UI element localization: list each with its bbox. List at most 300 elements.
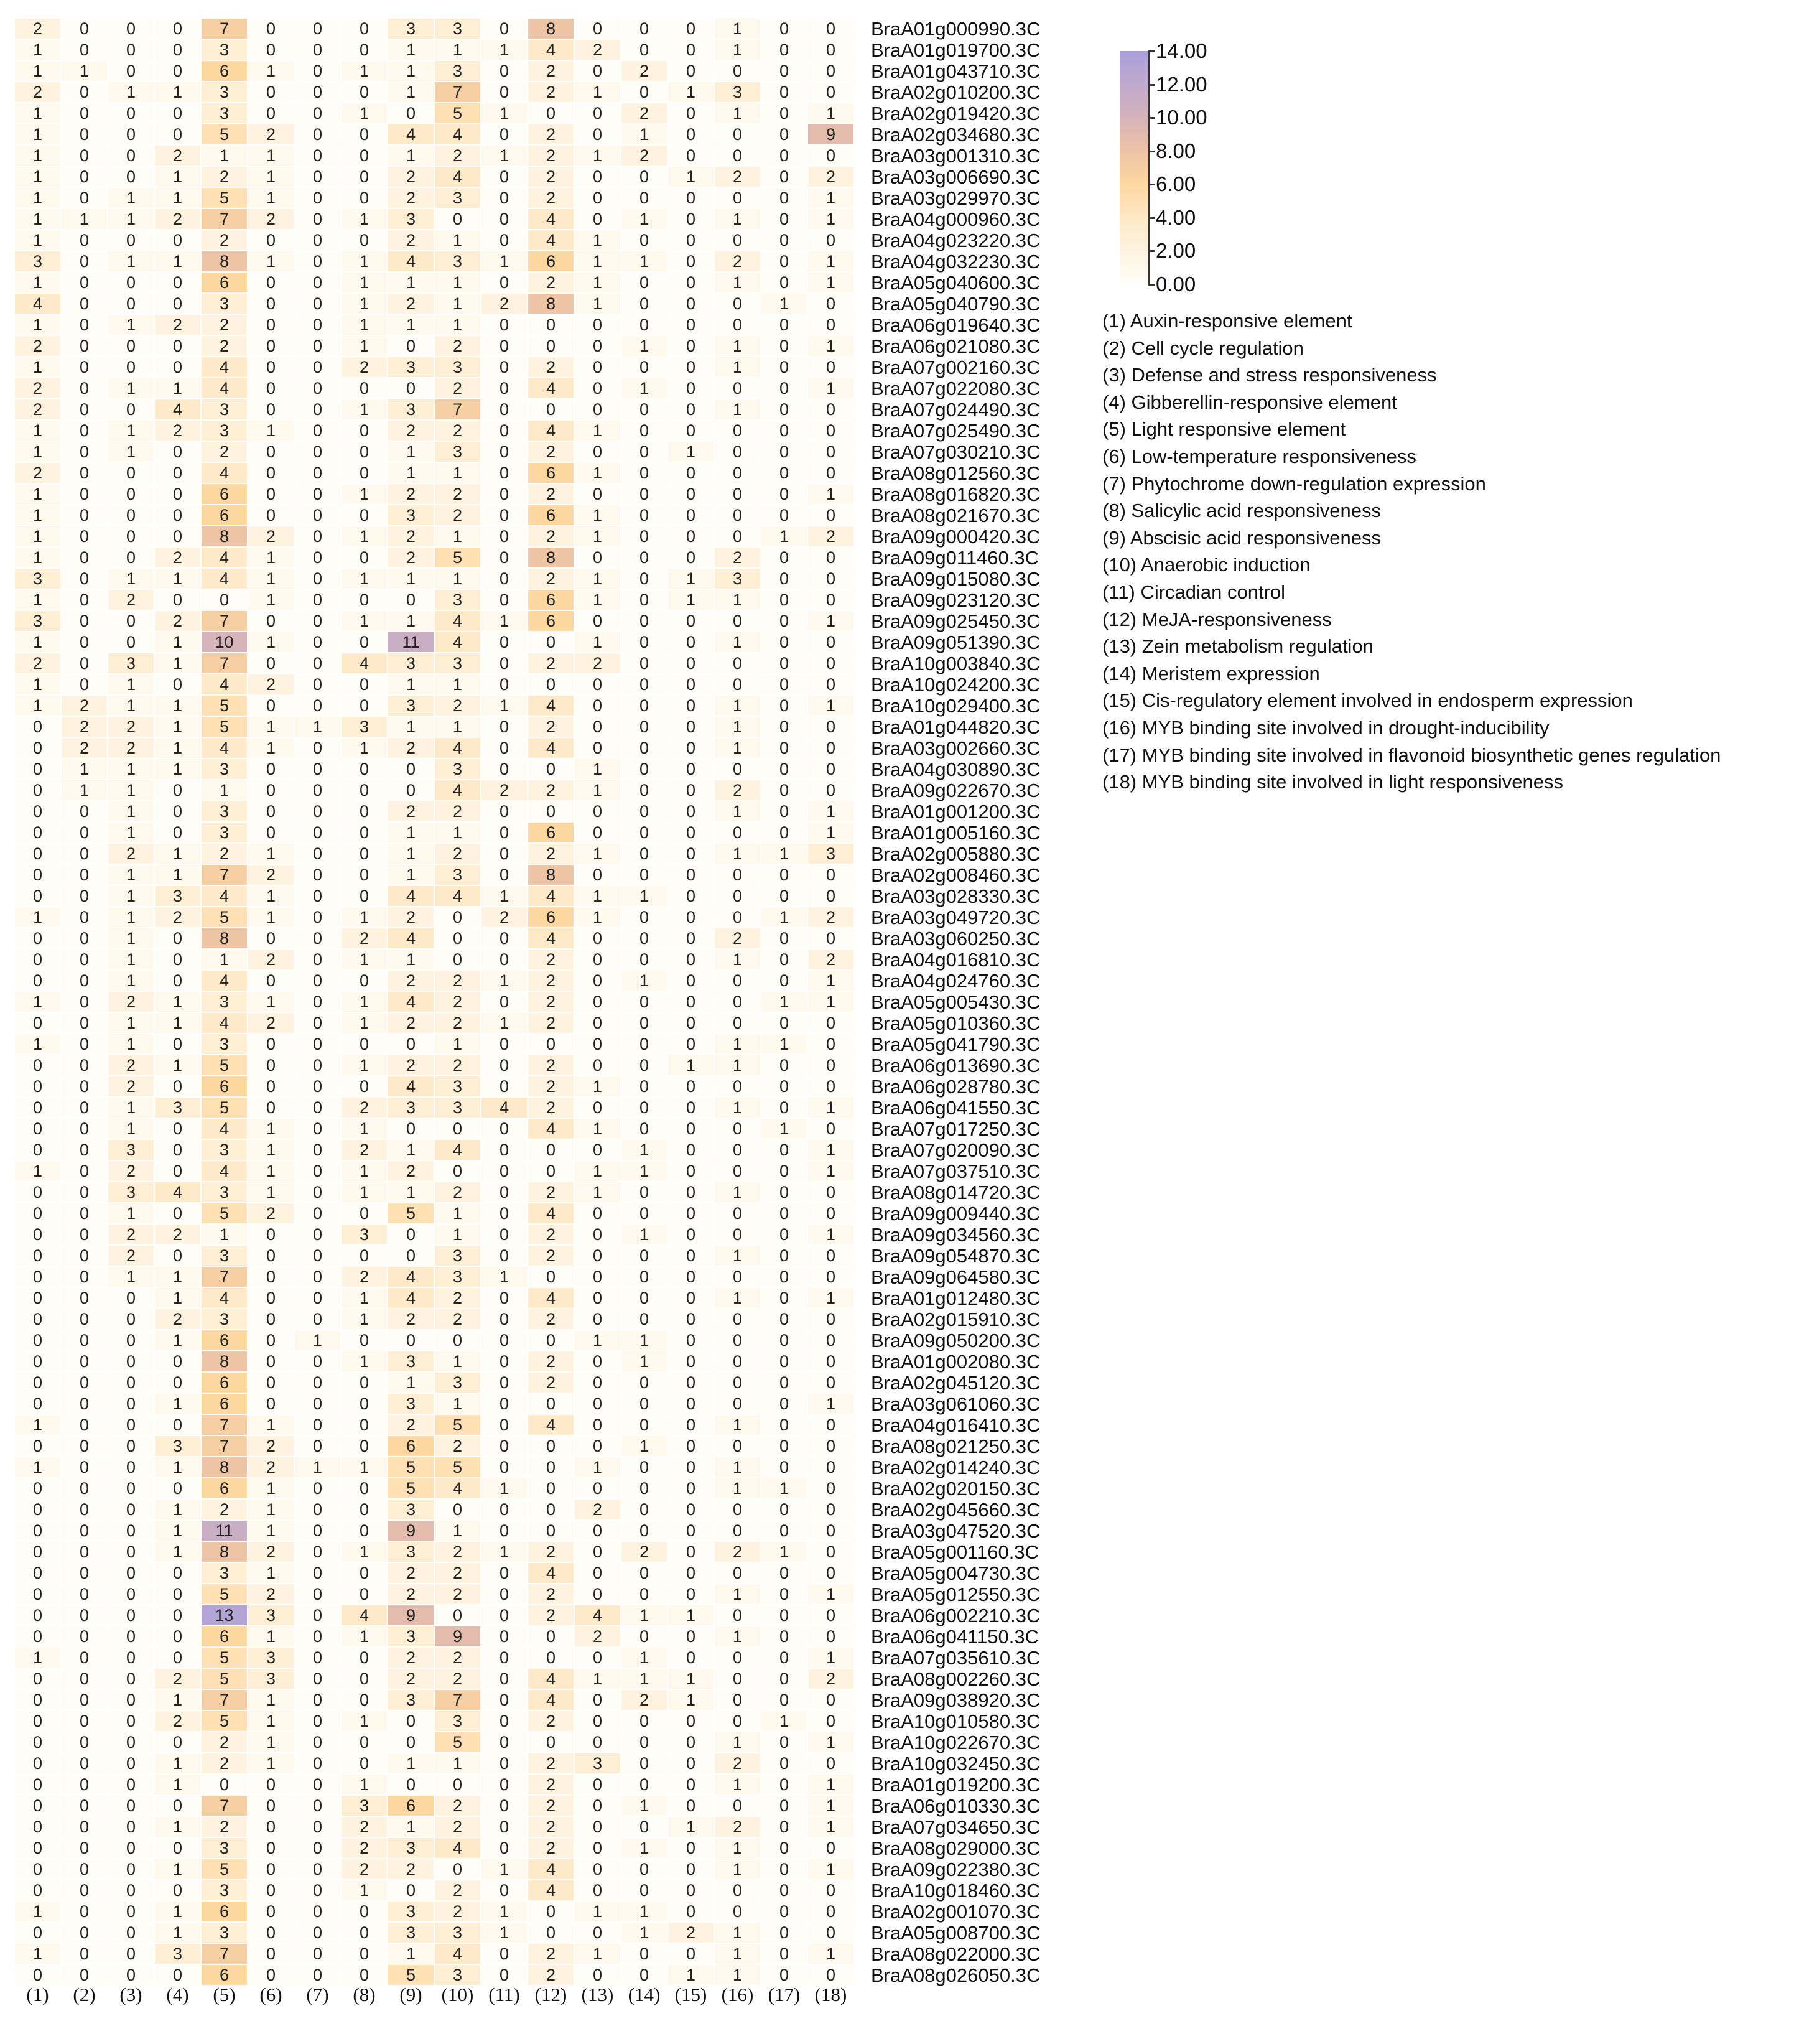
heatmap-cell: 0 bbox=[715, 1119, 760, 1139]
heatmap-cell: 0 bbox=[761, 357, 807, 377]
heatmap-cell: 0 bbox=[248, 1923, 294, 1943]
heatmap-cell: 0 bbox=[342, 1415, 387, 1435]
heatmap-cell: 4 bbox=[435, 1478, 480, 1498]
heatmap-cell: 0 bbox=[155, 505, 200, 525]
row-label: BraA09g011460.3C bbox=[871, 547, 1039, 569]
heatmap-cell: 0 bbox=[62, 674, 107, 694]
heatmap-cell: 0 bbox=[621, 759, 667, 779]
heatmap-cell: 2 bbox=[155, 1669, 200, 1689]
heatmap-cell: 0 bbox=[621, 611, 667, 631]
heatmap-cell: 0 bbox=[15, 1076, 60, 1096]
heatmap-cell: 0 bbox=[481, 1965, 527, 1985]
heatmap-cell: 1 bbox=[388, 1944, 434, 1964]
heatmap-cell: 2 bbox=[528, 1584, 574, 1604]
heatmap-cell: 0 bbox=[248, 1373, 294, 1393]
heatmap-cell: 0 bbox=[435, 1775, 480, 1794]
heatmap-cell: 0 bbox=[761, 315, 807, 335]
heatmap-cell: 0 bbox=[295, 1796, 340, 1816]
heatmap-cell: 3 bbox=[248, 1605, 294, 1625]
heatmap-cell: 0 bbox=[295, 1521, 340, 1541]
heatmap-cell: 0 bbox=[668, 696, 714, 716]
heatmap-cell: 1 bbox=[435, 1225, 480, 1244]
heatmap-cell: 0 bbox=[668, 738, 714, 758]
heatmap-cell: 0 bbox=[248, 1817, 294, 1837]
heatmap-cell: 1 bbox=[715, 1034, 760, 1054]
heatmap-cell: 0 bbox=[715, 463, 760, 483]
row-label: BraA08g012560.3C bbox=[871, 462, 1041, 484]
heatmap-cell: 1 bbox=[668, 1605, 714, 1625]
heatmap-cell: 0 bbox=[295, 1584, 340, 1604]
heatmap-cell: 2 bbox=[435, 1055, 480, 1075]
heatmap-cell: 0 bbox=[715, 124, 760, 144]
heatmap-cell: 1 bbox=[342, 399, 387, 419]
heatmap-cell: 1 bbox=[342, 294, 387, 314]
heatmap-cell: 0 bbox=[62, 1648, 107, 1668]
heatmap-cell: 0 bbox=[481, 653, 527, 673]
row-label: BraA08g014720.3C bbox=[871, 1182, 1041, 1203]
heatmap-cell: 1 bbox=[575, 1669, 620, 1689]
heatmap-cell: 0 bbox=[808, 399, 853, 419]
heatmap-cell: 0 bbox=[668, 1267, 714, 1287]
heatmap-cell: 1 bbox=[248, 1119, 294, 1139]
heatmap-cell: 1 bbox=[388, 146, 434, 166]
row-label: BraA10g022670.3C bbox=[871, 1732, 1041, 1753]
heatmap-cell: 0 bbox=[761, 40, 807, 60]
row-label: BraA02g045660.3C bbox=[871, 1499, 1041, 1521]
heatmap-cell: 0 bbox=[435, 1330, 480, 1350]
heatmap-cell: 0 bbox=[715, 315, 760, 335]
heatmap-cell: 0 bbox=[62, 865, 107, 885]
heatmap-cell: 0 bbox=[761, 82, 807, 102]
heatmap-cell: 0 bbox=[715, 674, 760, 694]
heatmap-cell: 0 bbox=[108, 484, 154, 504]
heatmap-cell: 0 bbox=[155, 950, 200, 969]
heatmap-cell: 4 bbox=[528, 1690, 574, 1710]
heatmap-cell: 0 bbox=[761, 1225, 807, 1244]
heatmap-cell: 1 bbox=[342, 1775, 387, 1794]
heatmap-cell: 0 bbox=[342, 823, 387, 842]
heatmap-cell: 1 bbox=[715, 1288, 760, 1308]
heatmap-cell: 0 bbox=[808, 632, 853, 652]
heatmap-cell: 0 bbox=[808, 315, 853, 335]
heatmap-cell: 2 bbox=[808, 950, 853, 969]
heatmap-cell: 1 bbox=[15, 1415, 60, 1435]
heatmap-cell: 0 bbox=[155, 526, 200, 546]
heatmap-cell: 0 bbox=[481, 1775, 527, 1794]
heatmap-cell: 3 bbox=[108, 1182, 154, 1202]
heatmap-cell: 1 bbox=[621, 886, 667, 906]
heatmap-cell: 0 bbox=[108, 505, 154, 525]
heatmap-cell: 0 bbox=[248, 759, 294, 779]
heatmap-cell: 0 bbox=[108, 1563, 154, 1583]
heatmap-cell: 0 bbox=[15, 1563, 60, 1583]
heatmap-cell: 1 bbox=[621, 124, 667, 144]
heatmap-cell: 0 bbox=[808, 1119, 853, 1139]
heatmap-cell: 0 bbox=[761, 1246, 807, 1266]
heatmap-cell: 1 bbox=[248, 907, 294, 927]
heatmap-cell: 0 bbox=[481, 1140, 527, 1160]
heatmap-cell: 1 bbox=[621, 1140, 667, 1160]
heatmap-cell: 3 bbox=[388, 1500, 434, 1519]
heatmap-cell: 1 bbox=[388, 442, 434, 462]
heatmap-cell: 0 bbox=[481, 336, 527, 356]
heatmap-cell: 0 bbox=[15, 1965, 60, 1985]
heatmap-cell: 0 bbox=[342, 1669, 387, 1689]
heatmap-cell: 0 bbox=[575, 1034, 620, 1054]
heatmap-cell: 0 bbox=[342, 82, 387, 102]
heatmap-cell: 8 bbox=[202, 251, 247, 271]
heatmap-cell: 0 bbox=[481, 1838, 527, 1858]
row-label: BraA05g005430.3C bbox=[871, 991, 1041, 1013]
heatmap-cell: 0 bbox=[808, 294, 853, 314]
heatmap-cell: 0 bbox=[575, 1394, 620, 1414]
heatmap-cell: 1 bbox=[808, 971, 853, 991]
heatmap-cell: 8 bbox=[202, 928, 247, 948]
heatmap-cell: 0 bbox=[481, 1309, 527, 1329]
heatmap-cell: 0 bbox=[761, 1626, 807, 1646]
heatmap-cell: 0 bbox=[761, 1055, 807, 1075]
heatmap-cell: 0 bbox=[575, 1478, 620, 1498]
heatmap-cell: 0 bbox=[668, 886, 714, 906]
heatmap-cell: 3 bbox=[435, 251, 480, 271]
heatmap-cell: 0 bbox=[108, 124, 154, 144]
heatmap-cell: 0 bbox=[761, 1457, 807, 1477]
heatmap-cell: 0 bbox=[761, 209, 807, 229]
heatmap-cell: 2 bbox=[435, 1436, 480, 1456]
heatmap-cell: 2 bbox=[715, 780, 760, 800]
heatmap-cell: 0 bbox=[761, 696, 807, 716]
heatmap-cell: 4 bbox=[202, 971, 247, 991]
heatmap-cell: 1 bbox=[248, 1753, 294, 1773]
heatmap-cell: 1 bbox=[435, 1203, 480, 1223]
heatmap-cell: 0 bbox=[761, 1605, 807, 1625]
heatmap-cell: 1 bbox=[575, 421, 620, 441]
heatmap-cell: 2 bbox=[435, 1817, 480, 1837]
heatmap-cell: 0 bbox=[248, 399, 294, 419]
heatmap-cell: 0 bbox=[342, 590, 387, 610]
heatmap-cell: 0 bbox=[295, 1309, 340, 1329]
heatmap-cell: 1 bbox=[715, 273, 760, 292]
heatmap-cell: 1 bbox=[481, 1267, 527, 1287]
heatmap-cell: 0 bbox=[295, 484, 340, 504]
heatmap-cell: 3 bbox=[435, 1965, 480, 1985]
heatmap-cell: 1 bbox=[342, 1288, 387, 1308]
heatmap-cell: 0 bbox=[481, 357, 527, 377]
heatmap-cell: 1 bbox=[155, 1753, 200, 1773]
heatmap-cell: 0 bbox=[295, 1500, 340, 1519]
heatmap-cell: 1 bbox=[575, 251, 620, 271]
heatmap-cell: 1 bbox=[715, 717, 760, 737]
heatmap-cell: 8 bbox=[528, 548, 574, 567]
heatmap-cell: 1 bbox=[435, 1034, 480, 1054]
heatmap-cell: 0 bbox=[62, 505, 107, 525]
heatmap-cell: 2 bbox=[15, 653, 60, 673]
heatmap-cell: 0 bbox=[668, 1542, 714, 1562]
heatmap-cell: 0 bbox=[108, 1923, 154, 1943]
heatmap-cell: 0 bbox=[108, 1605, 154, 1625]
heatmap-cell: 0 bbox=[108, 357, 154, 377]
heatmap-cell: 0 bbox=[15, 950, 60, 969]
heatmap-cell: 0 bbox=[295, 526, 340, 546]
heatmap-cell: 1 bbox=[15, 124, 60, 144]
heatmap-cell: 0 bbox=[62, 1161, 107, 1181]
heatmap-cell: 0 bbox=[62, 1521, 107, 1541]
column-label: (9) bbox=[399, 1984, 422, 2005]
heatmap-cell: 1 bbox=[621, 971, 667, 991]
heatmap-cell: 3 bbox=[155, 886, 200, 906]
heatmap-cell: 0 bbox=[62, 378, 107, 398]
heatmap-cell: 2 bbox=[715, 1817, 760, 1837]
heatmap-cell: 0 bbox=[108, 1711, 154, 1731]
heatmap-cell: 1 bbox=[155, 738, 200, 758]
heatmap-cell: 7 bbox=[202, 611, 247, 631]
heatmap-cell: 1 bbox=[108, 442, 154, 462]
heatmap-cell: 0 bbox=[295, 569, 340, 589]
heatmap-cell: 3 bbox=[435, 1373, 480, 1393]
heatmap-cell: 0 bbox=[668, 1648, 714, 1668]
heatmap-cell: 2 bbox=[62, 696, 107, 716]
heatmap-cell: 0 bbox=[761, 1203, 807, 1223]
heatmap-cell: 0 bbox=[15, 1394, 60, 1414]
heatmap-cell: 1 bbox=[202, 146, 247, 166]
heatmap-cell: 1 bbox=[575, 82, 620, 102]
heatmap-cell: 1 bbox=[15, 40, 60, 60]
heatmap-cell: 4 bbox=[528, 738, 574, 758]
heatmap-cell: 0 bbox=[808, 421, 853, 441]
heatmap-cell: 0 bbox=[575, 1225, 620, 1244]
heatmap-cell: 0 bbox=[761, 1098, 807, 1118]
heatmap-cell: 0 bbox=[481, 19, 527, 39]
heatmap-cell: 3 bbox=[388, 1626, 434, 1646]
heatmap-cell: 3 bbox=[435, 1267, 480, 1287]
heatmap-cell: 0 bbox=[248, 971, 294, 991]
heatmap-cell: 1 bbox=[155, 1288, 200, 1308]
heatmap-cell: 1 bbox=[575, 505, 620, 525]
column-label: (18) bbox=[814, 1984, 847, 2005]
heatmap-cell: 0 bbox=[295, 273, 340, 292]
heatmap-cell: 0 bbox=[62, 1478, 107, 1498]
heatmap-cell: 0 bbox=[528, 1140, 574, 1160]
heatmap-cell: 0 bbox=[715, 1394, 760, 1414]
heatmap-cell: 0 bbox=[668, 1394, 714, 1414]
heatmap-cell: 0 bbox=[528, 1648, 574, 1668]
row-label: BraA09g034560.3C bbox=[871, 1224, 1041, 1246]
heatmap-cell: 0 bbox=[668, 653, 714, 673]
heatmap-cell: 0 bbox=[668, 19, 714, 39]
heatmap-cell: 0 bbox=[62, 273, 107, 292]
heatmap-cell: 1 bbox=[295, 1330, 340, 1350]
heatmap-cell: 0 bbox=[481, 759, 527, 779]
heatmap-cell: 0 bbox=[388, 378, 434, 398]
column-label: (13) bbox=[581, 1984, 614, 2005]
heatmap-cell: 0 bbox=[668, 1563, 714, 1583]
heatmap-cell: 3 bbox=[202, 823, 247, 842]
heatmap-cell: 1 bbox=[155, 1267, 200, 1287]
heatmap-cell: 0 bbox=[715, 146, 760, 166]
heatmap-cell: 2 bbox=[388, 1055, 434, 1075]
heatmap-cell: 0 bbox=[342, 124, 387, 144]
heatmap-cell: 1 bbox=[342, 907, 387, 927]
heatmap-cell: 2 bbox=[528, 569, 574, 589]
heatmap-cell: 4 bbox=[528, 209, 574, 229]
heatmap-cell: 2 bbox=[248, 124, 294, 144]
heatmap-cell: 0 bbox=[528, 1500, 574, 1519]
heatmap-cell: 0 bbox=[481, 950, 527, 969]
heatmap-cell: 0 bbox=[62, 1711, 107, 1731]
heatmap-cell: 0 bbox=[621, 1732, 667, 1752]
heatmap-cell: 0 bbox=[808, 40, 853, 60]
heatmap-cell: 2 bbox=[248, 1457, 294, 1477]
heatmap-cell: 1 bbox=[108, 1013, 154, 1033]
heatmap-cell: 1 bbox=[388, 569, 434, 589]
heatmap-cell: 0 bbox=[108, 1902, 154, 1921]
heatmap-cell: 0 bbox=[528, 1923, 574, 1943]
heatmap-cell: 1 bbox=[808, 103, 853, 123]
heatmap-cell: 0 bbox=[108, 1584, 154, 1604]
heatmap-cell: 1 bbox=[15, 1648, 60, 1668]
heatmap-cell: 0 bbox=[668, 1500, 714, 1519]
heatmap-cell: 0 bbox=[15, 1013, 60, 1033]
legend-item: (7) Phytochrome down-regulation expression bbox=[1102, 472, 1486, 495]
heatmap-cell: 0 bbox=[621, 590, 667, 610]
heatmap-cell: 3 bbox=[155, 1944, 200, 1964]
heatmap-cell: 0 bbox=[668, 1478, 714, 1498]
heatmap-cell: 2 bbox=[108, 738, 154, 758]
heatmap-cell: 6 bbox=[528, 505, 574, 525]
heatmap-cell: 5 bbox=[202, 1859, 247, 1879]
heatmap-cell: 0 bbox=[202, 590, 247, 610]
heatmap-cell: 0 bbox=[715, 1796, 760, 1816]
heatmap-cell: 2 bbox=[108, 1246, 154, 1266]
heatmap-cell: 0 bbox=[528, 336, 574, 356]
row-label: BraA08g022000.3C bbox=[871, 1943, 1041, 1965]
heatmap-cell: 0 bbox=[668, 780, 714, 800]
heatmap-cell: 0 bbox=[621, 1711, 667, 1731]
heatmap-cell: 8 bbox=[528, 19, 574, 39]
heatmap-cell: 0 bbox=[621, 653, 667, 673]
heatmap-cell: 3 bbox=[435, 1923, 480, 1943]
heatmap-cell: 0 bbox=[248, 1859, 294, 1879]
heatmap-cell: 0 bbox=[295, 463, 340, 483]
colorbar-tick-label: 2.00 bbox=[1156, 239, 1196, 263]
heatmap-cell: 5 bbox=[202, 1098, 247, 1118]
heatmap-cell: 2 bbox=[435, 1563, 480, 1583]
heatmap-cell: 0 bbox=[761, 759, 807, 779]
heatmap-cell: 4 bbox=[342, 653, 387, 673]
heatmap-cell: 0 bbox=[295, 1013, 340, 1033]
heatmap-cell: 2 bbox=[388, 484, 434, 504]
heatmap-cell: 0 bbox=[248, 1351, 294, 1371]
row-label: BraA07g034650.3C bbox=[871, 1816, 1041, 1838]
heatmap-cell: 0 bbox=[668, 103, 714, 123]
heatmap-cell: 0 bbox=[248, 1902, 294, 1921]
heatmap-cell: 2 bbox=[808, 167, 853, 187]
heatmap-cell: 0 bbox=[342, 1648, 387, 1668]
heatmap-cell: 0 bbox=[248, 1394, 294, 1414]
heatmap-cell: 11 bbox=[202, 1521, 247, 1541]
heatmap-cell: 1 bbox=[715, 19, 760, 39]
row-label: BraA05g041790.3C bbox=[871, 1034, 1041, 1055]
heatmap-cell: 8 bbox=[528, 294, 574, 314]
heatmap-cell: 0 bbox=[62, 1246, 107, 1266]
heatmap-cell: 1 bbox=[575, 526, 620, 546]
row-label: BraA03g060250.3C bbox=[871, 928, 1041, 950]
heatmap-cell: 2 bbox=[108, 1161, 154, 1181]
heatmap-cell: 0 bbox=[481, 399, 527, 419]
heatmap-cell: 1 bbox=[715, 1923, 760, 1943]
heatmap-cell: 1 bbox=[108, 1267, 154, 1287]
row-label: BraA09g022670.3C bbox=[871, 780, 1041, 801]
heatmap-cell: 0 bbox=[621, 1817, 667, 1837]
heatmap-cell: 0 bbox=[62, 146, 107, 166]
heatmap-cell: 2 bbox=[528, 1944, 574, 1964]
heatmap-cell: 2 bbox=[528, 1098, 574, 1118]
heatmap-cell: 0 bbox=[108, 611, 154, 631]
heatmap-cell: 0 bbox=[295, 1055, 340, 1075]
heatmap-cell: 1 bbox=[668, 1055, 714, 1075]
heatmap-cell: 0 bbox=[575, 950, 620, 969]
row-label: BraA05g012550.3C bbox=[871, 1584, 1041, 1605]
heatmap-cell: 2 bbox=[528, 1182, 574, 1202]
heatmap-cell: 6 bbox=[202, 1076, 247, 1096]
heatmap-cell: 0 bbox=[668, 1457, 714, 1477]
heatmap-cell: 2 bbox=[621, 1690, 667, 1710]
heatmap-cell: 0 bbox=[342, 442, 387, 462]
heatmap-cell: 0 bbox=[761, 1267, 807, 1287]
heatmap-cell: 0 bbox=[761, 442, 807, 462]
heatmap-cell: 4 bbox=[202, 463, 247, 483]
heatmap-cell: 1 bbox=[155, 632, 200, 652]
heatmap-cell: 0 bbox=[715, 1563, 760, 1583]
heatmap-cell: 1 bbox=[155, 1521, 200, 1541]
heatmap-cell: 0 bbox=[808, 548, 853, 567]
heatmap-cell: 1 bbox=[62, 759, 107, 779]
heatmap-cell: 1 bbox=[388, 1817, 434, 1837]
heatmap-cell: 1 bbox=[342, 1711, 387, 1731]
heatmap-cell: 1 bbox=[435, 1521, 480, 1541]
column-label: (1) bbox=[26, 1984, 49, 2005]
heatmap-cell: 1 bbox=[575, 1330, 620, 1350]
heatmap-cell: 1 bbox=[575, 1902, 620, 1921]
heatmap-cell: 1 bbox=[155, 865, 200, 885]
heatmap-cell: 0 bbox=[761, 146, 807, 166]
heatmap-cell: 4 bbox=[202, 1119, 247, 1139]
heatmap-cell: 0 bbox=[761, 1584, 807, 1604]
heatmap-cell: 0 bbox=[108, 1436, 154, 1456]
heatmap-cell: 0 bbox=[668, 1309, 714, 1329]
heatmap-cell: 0 bbox=[248, 928, 294, 948]
heatmap-cell: 3 bbox=[202, 1838, 247, 1858]
colorbar-tick-label: 14.00 bbox=[1156, 39, 1207, 62]
heatmap-cell: 0 bbox=[481, 378, 527, 398]
legend-item: (2) Cell cycle regulation bbox=[1102, 337, 1304, 359]
heatmap-cell: 5 bbox=[435, 103, 480, 123]
heatmap-cell: 0 bbox=[108, 1690, 154, 1710]
heatmap-cell: 2 bbox=[435, 1288, 480, 1308]
heatmap-cell: 2 bbox=[528, 1605, 574, 1625]
heatmap-cell: 3 bbox=[388, 1351, 434, 1371]
heatmap-cell: 1 bbox=[248, 146, 294, 166]
heatmap-cell: 4 bbox=[202, 886, 247, 906]
heatmap-cell: 6 bbox=[202, 505, 247, 525]
heatmap-cell: 2 bbox=[528, 1817, 574, 1837]
heatmap-cell: 0 bbox=[575, 1351, 620, 1371]
heatmap-cell: 1 bbox=[108, 907, 154, 927]
heatmap-cell: 1 bbox=[108, 950, 154, 969]
heatmap-cell: 1 bbox=[388, 40, 434, 60]
heatmap-cell: 0 bbox=[62, 1923, 107, 1943]
heatmap-cell: 0 bbox=[575, 1965, 620, 1985]
